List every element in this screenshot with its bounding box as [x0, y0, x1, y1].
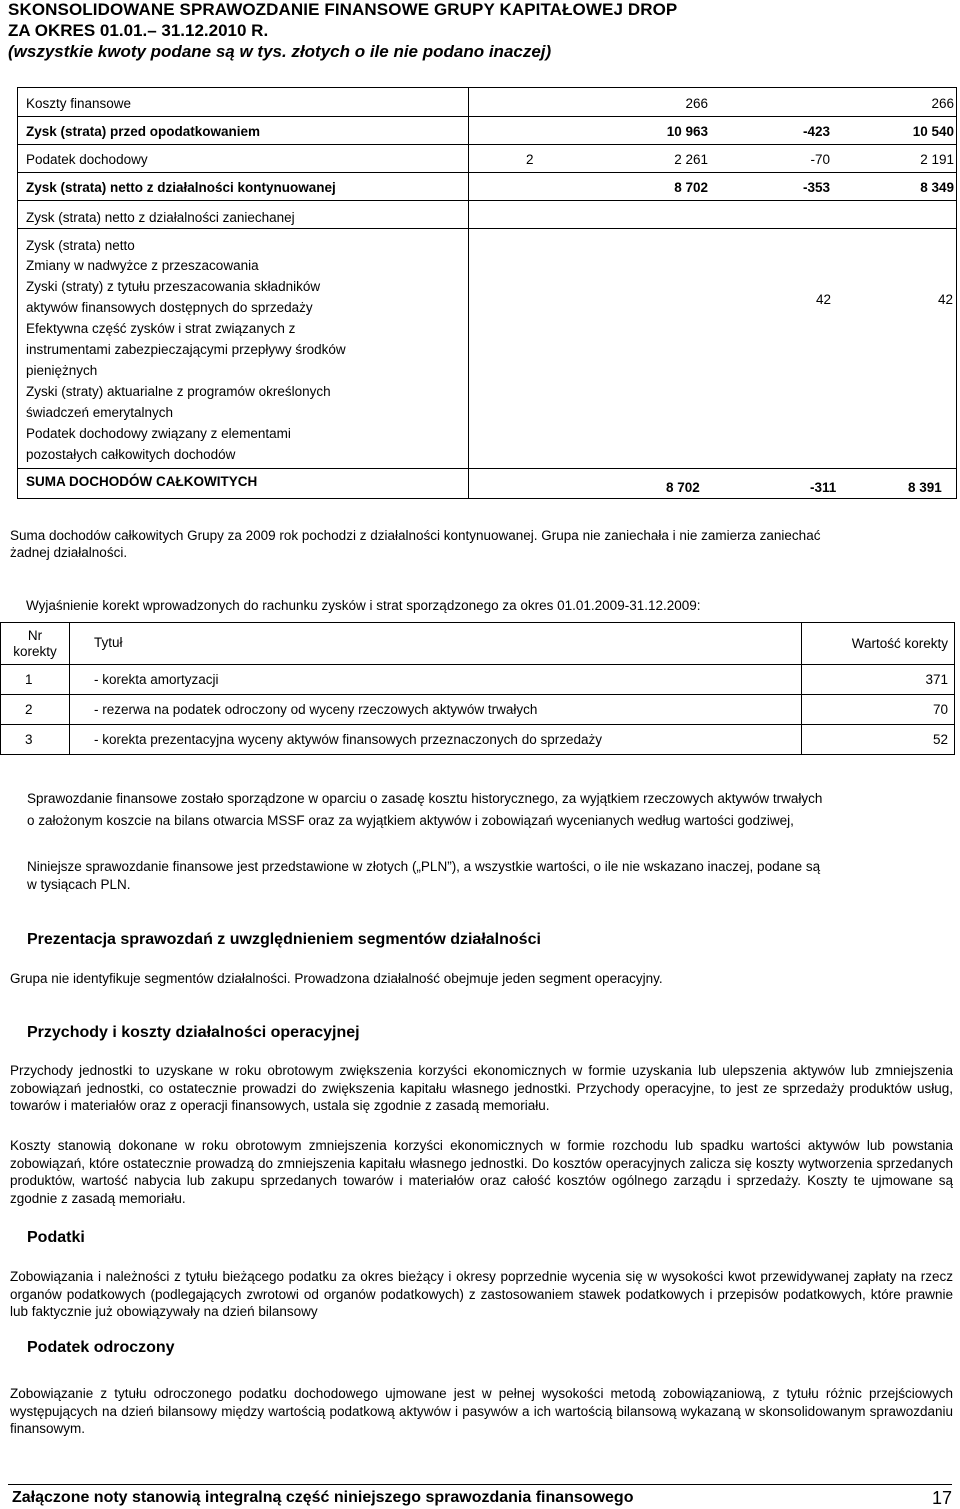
segments-text: Grupa nie identyfikuje segmentów działalności. Prowadzona działalność obejmuje jeden segment operacyjny.: [10, 971, 663, 986]
note-sum-line1: Suma dochodów całkowitych Grupy za 2009 rok pochodzi z działalności kontynuowanej. Grupa nie zaniechała i nie zamierza zaniechać: [10, 528, 821, 543]
table-header-row: [1, 623, 955, 665]
comprehensive-income-block: Zysk (strata) netto Zmiany w nadwyżce z przeszacowania Zyski (straty) z tytułu przeszacowania składników aktywów finansowych dostępnych do sprzedaży Efektywna część zysków i strat związanych z instrumentami zabezpieczającymi przepływy środków pieniężnych Zyski (straty) aktuarialne z programów określonych świadczeń emerytalnych Podatek dochodowy związany z elementami pozostałych całkowitych dochodów: [26, 238, 346, 462]
corrections-intro: Wyjaśnienie korekt wprowadzonych do rachunku zysków i strat sporządzonego za okres 01.01.2009-31.12.2009:: [26, 598, 701, 613]
heading-taxes: Podatki: [27, 1229, 85, 1246]
doc-title: SKONSOLIDOWANE SPRAWOZDANIE FINANSOWE GRUPY KAPITAŁOWEJ DROP: [8, 0, 678, 19]
block-value-c3: 42: [938, 292, 954, 307]
row-divider: [18, 468, 956, 469]
total-c3: 8 391: [908, 480, 942, 495]
table-row: Koszty finansowe 266 266: [18, 88, 956, 117]
total-c2: -311: [810, 480, 837, 495]
basis-line1: Sprawozdanie finansowe zostało sporządzone w oparciu o zasadę kosztu historycznego, za wyjątkiem rzeczowych aktywów trwałych: [27, 791, 823, 806]
table-row: Zysk (strata) netto z działalności kontynuowanej 8 702 -353 8 349: [18, 172, 956, 201]
header-title: Tytuł: [70, 623, 802, 665]
note-sum-line2: żadnej działalności.: [10, 545, 128, 560]
table-row: Zysk (strata) przed opodatkowaniem 10 963 -423 10 540: [18, 116, 956, 145]
footer-text: Załączone noty stanowią integralną część niniejszego sprawozdania finansowego: [12, 1489, 634, 1506]
deferred-tax-text: Zobowiązanie z tytułu odroczonego podatku dochodowego ujmowane jest w pełnej wysokości metodą zobowiązaniową, z tytułu różnic przejściowych występujących na dzień bilansowy między wartością podatkową aktywów i pasywów a ich wartością bilansową wykazaną w skonsolidowanym sprawozdaniu finansowym.: [10, 1386, 953, 1436]
block-value-c2: 42: [816, 292, 832, 307]
heading-segments: Prezentacja sprawozdań z uwzględnieniem segmentów działalności: [27, 931, 541, 948]
table-row: 2 - rezerwa na podatek odroczony od wyceny rzeczowych aktywów trwałych 70: [1, 695, 955, 725]
doc-period: ZA OKRES 01.01.– 31.12.2010 R.: [8, 21, 269, 40]
total-c1: 8 702: [666, 480, 700, 495]
page-number: 17: [932, 1488, 953, 1508]
doc-units-note: (wszystkie kwoty podane są w tys. złotych o ile nie podano inaczej): [8, 42, 552, 61]
currency-line2: w tysiącach PLN.: [27, 877, 131, 892]
header-nr: Nr korekty: [1, 623, 70, 665]
basis-line2: o założonym koszcie na bilans otwarcia MSSF oraz za wyjątkiem aktywów i zobowiązań wycenianych według wartości godziwej,: [27, 813, 794, 828]
corrections-table: [0, 622, 955, 755]
table-row: 3 - korekta prezentacyjna wyceny aktywów finansowych przeznaczonych do sprzedaży 52: [1, 725, 955, 755]
revenue-text: Przychody jednostki to uzyskane w roku obrotowym zwiększenia korzyści ekonomicznych w formie uzyskania lub ulepszenia aktywów lub zmniejszenia zobowiązań jednostki, co ostatecznie prowadzi do zwiększenia kapitału własnego jednostki. Przychody operacyjne, to jest ze sprzedaży produktów usług, towarów i materiałów oraz z operacji finansowych, ustala się zgodnie z zasadą memoriału.: [10, 1063, 953, 1113]
table-row: Podatek dochodowy 2 2 261 -70 2 191: [18, 144, 956, 173]
heading-deferred-tax: Podatek odroczony: [27, 1339, 175, 1356]
heading-revenue: Przychody i koszty działalności operacyjnej: [27, 1024, 360, 1041]
taxes-text: Zobowiązania i należności z tytułu bieżącego podatku za okres bieżący i okresy poprzednie wycenia się w wysokości kwot przewidywanej zapłaty na rzecz organów podatkowych (podlegających zwrotowi od organów podatkowych) z zastosowaniem stawek podatkowych i przepisów podatkowych, które prawnie lub faktycznie już obowiązywały na dzień bilansowy: [10, 1269, 953, 1319]
income-statement-table: [17, 87, 957, 499]
total-label: SUMA DOCHODÓW CAŁKOWITYCH: [26, 474, 258, 489]
table-row: Zysk (strata) netto z działalności zaniechanej: [18, 200, 956, 229]
table-row: 1 - korekta amortyzacji 371: [1, 665, 955, 695]
footer-divider: [8, 1484, 952, 1485]
header-value: Wartość korekty: [802, 623, 955, 665]
currency-line1: Niniejsze sprawozdanie finansowe jest przedstawione w złotych („PLN”), a wszystkie wartości, o ile nie wskazano inaczej, podane są: [27, 859, 821, 874]
costs-text: Koszty stanowią dokonane w roku obrotowym zmniejszenia korzyści ekonomicznych w formie rozchodu lub spadku wartości aktywów lub powstania zobowiązań, które ostatecznie prowadzą do zmniejszenia kapitału własnego jednostki. Do kosztów operacyjnych zalicza się koszty wytworzenia sprzedanych produktów, wartość nabycia lub zakupu sprzedanych towarów i materiałów oraz całość kosztów ogólnego zarządu i sprzedaży. Koszty te ujmowane są zgodnie z zasadą memoriału.: [10, 1138, 953, 1206]
